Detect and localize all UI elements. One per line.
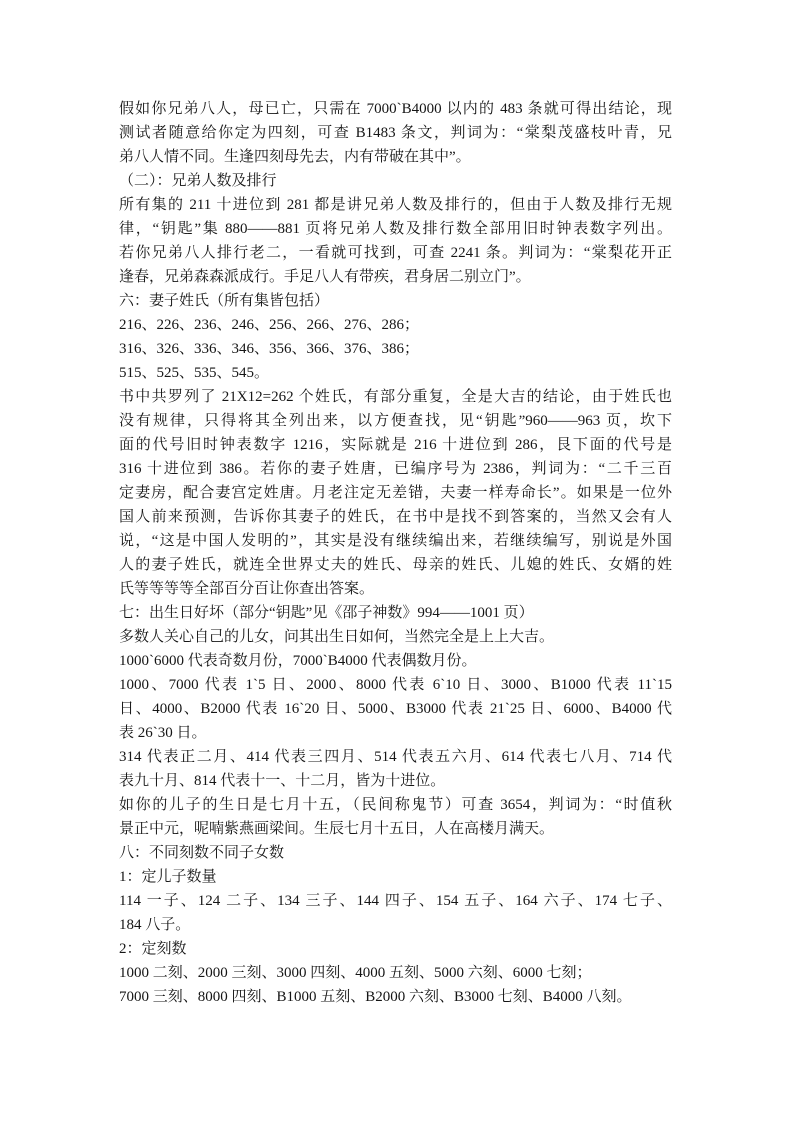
text-line: 七：出生日好坏（部分“钥匙”见《邵子神数》994——1001 页） (119, 605, 534, 621)
paragraph (119, 625, 672, 649)
text-line: 314 代表正二月、414 代表三四月、514 代表五六月、614 代表七八月、714 代 (119, 749, 672, 765)
paragraph (119, 97, 672, 169)
text-line: 人的妻子姓氏，就连全世界丈夫的姓氏、母亲的姓氏、儿媳的姓氏、女婿的姓 (119, 557, 672, 573)
text-line: 114 一子、124 二子、134 三子、144 四子、154 五子、164 六子、174 七子、 (119, 893, 672, 909)
text-line: 氏等等等等全部百分百让你查出答案。 (119, 581, 375, 597)
text-line: 日、4000、B2000 代表 16`20 日、5000、B3000 代表 21`25 日、6000、B4000 代 (119, 701, 672, 717)
section-heading (119, 289, 672, 313)
number-list (119, 337, 672, 361)
text-line: 515、525、535、545。 (119, 365, 270, 381)
text-line: 1：定儿子数量 (119, 869, 217, 885)
text-line: 景正中元，呢喃紫燕画梁间。生辰七月十五日，人在高楼月满天。 (119, 821, 555, 837)
text-line: 184 八子。 (119, 917, 191, 933)
text-line: 定妻房，配合妻宫定姓唐。月老注定无差错，夫妻一样寿命长”。如果是一位外 (119, 485, 672, 501)
paragraph (119, 193, 672, 289)
paragraph (119, 889, 672, 937)
text-line: 逢春，兄弟森森派成行。手足八人有带疾，君身居二别立门”。 (119, 269, 531, 285)
section-heading (119, 841, 672, 865)
subsection-heading (119, 937, 672, 961)
paragraph (119, 793, 672, 841)
section-heading (119, 601, 672, 625)
text-line: 面的代号旧时钟表数字 1216，实际就是 216 十进位到 286，艮下面的代号是 (119, 437, 672, 453)
paragraph (119, 673, 672, 745)
paragraph (119, 961, 672, 985)
text-line: 1000`6000 代表奇数月份，7000`B4000 代表偶数月份。 (119, 653, 477, 669)
paragraph (119, 649, 672, 673)
text-line: 1000、7000 代表 1`5 日、2000、8000 代表 6`10 日、3000、B1000 代表 11`15 (119, 677, 672, 693)
text-line: 316 十进位到 386。若你的妻子姓唐，已编序号为 2386，判词为：“二千三百 (119, 461, 672, 477)
text-line: 没有规律，只得将其全列出来，以方便查找，见“钥匙”960——963 页，坎下 (119, 413, 672, 429)
text-line: 如你的儿子的生日是七月十五，（民间称鬼节）可查 3654，判词为：“时值秋 (119, 797, 672, 813)
subsection-heading (119, 865, 672, 889)
text-line: 国人前来预测，告诉你其妻子的姓氏，在书中是找不到答案的，当然又会有人 (119, 509, 672, 525)
section-heading (119, 169, 672, 193)
text-line: 表九十月、814 代表十一、十二月，皆为十进位。 (119, 773, 446, 789)
text-line: 书中共罗列了 21X12=262 个姓氏，有部分重复，全是大吉的结论，由于姓氏也 (119, 389, 672, 405)
text-line: 八：不同刻数不同子女数 (119, 845, 285, 861)
text-line: 7000 三刻、8000 四刻、B1000 五刻、B2000 六刻、B3000 七刻、B4000 八刻。 (119, 989, 632, 1005)
number-list (119, 313, 672, 337)
text-line: 弟八人情不同。生逢四刻母先去，内有带破在其中”。 (119, 149, 471, 165)
document-body (119, 97, 672, 1009)
number-list (119, 361, 672, 385)
text-line: 216、226、236、246、256、266、276、286； (119, 317, 420, 333)
text-line: 1000 二刻、2000 三刻、3000 四刻、4000 五刻、5000 六刻、6000 七刻； (119, 965, 592, 981)
text-line: 假如你兄弟八人，母已亡，只需在 7000`B4000 以内的 483 条就可得出结论，现 (119, 101, 672, 117)
text-line: 316、326、336、346、356、366、376、386； (119, 341, 420, 357)
text-line: 所有集的 211 十进位到 281 都是讲兄弟人数及排行的，但由于人数及排行无规 (119, 197, 672, 213)
text-line: 说，“这是中国人发明的”，其实是没有继续编出来，若继续编写，别说是外国 (119, 533, 672, 549)
text-line: 律，“钥匙”集 880——881 页将兄弟人数及排行数全部用旧时钟表数字列出。 (119, 221, 672, 237)
paragraph (119, 745, 672, 793)
text-line: 测试者随意给你定为四刻，可查 B1483 条文，判词为：“棠梨茂盛枝叶青，兄 (119, 125, 672, 141)
text-line: （二）：兄弟人数及排行 (119, 173, 277, 189)
text-line: 若你兄弟八人排行老二，一看就可找到，可查 2241 条。判词为：“棠梨花开正 (119, 245, 672, 261)
text-line: 2：定刻数 (119, 941, 187, 957)
paragraph (119, 985, 672, 1009)
text-line: 表 26`30 日。 (119, 725, 207, 741)
paragraph (119, 385, 672, 601)
text-line: 多数人关心自己的儿女，问其出生日如何，当然完全是上上大吉。 (119, 629, 555, 645)
text-line: 六：妻子姓氏（所有集皆包括） (119, 293, 330, 309)
